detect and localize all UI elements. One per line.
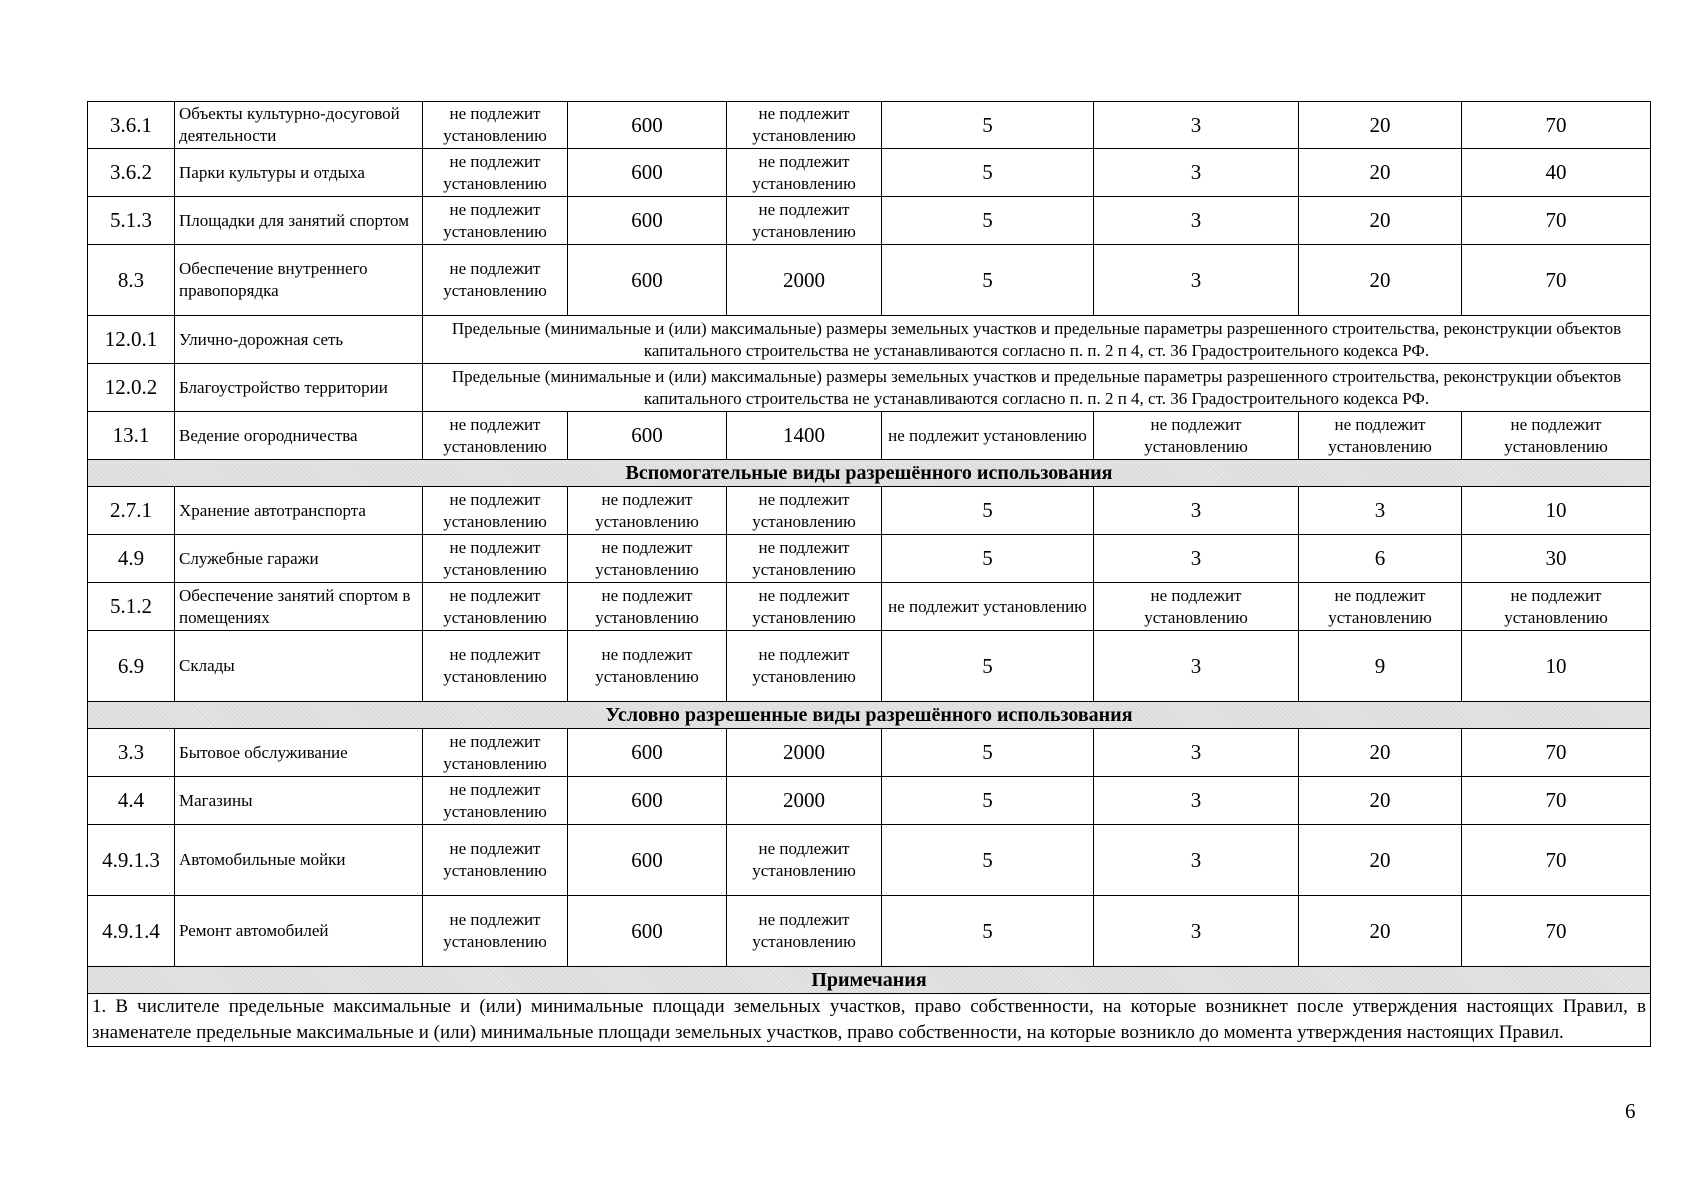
use-code: 3.6.2: [88, 149, 175, 197]
table-row: [88, 245, 1651, 316]
cell-value: 3: [1094, 102, 1299, 149]
use-code: 5.1.3: [88, 197, 175, 245]
cell-value: не подлежит установлению: [1462, 583, 1651, 631]
cell-value: не подлежит установлению: [727, 631, 882, 702]
cell-value: 20: [1299, 102, 1462, 149]
table-row: [88, 412, 1651, 460]
cell-value: не подлежит установлению: [568, 631, 727, 702]
use-code: 3.3: [88, 729, 175, 777]
cell-value: 10: [1462, 631, 1651, 702]
cell-value: не подлежит установлению: [423, 487, 568, 535]
cell-value: 2000: [727, 777, 882, 825]
cell-value: не подлежит установлению: [727, 149, 882, 197]
cell-value: не подлежит установлению: [727, 197, 882, 245]
cell-value: 5: [882, 197, 1094, 245]
primary-rows: [88, 102, 1651, 460]
land-use-table: [87, 101, 1651, 1047]
cell-value: 3: [1094, 896, 1299, 967]
cell-value: 70: [1462, 825, 1651, 896]
auxiliary-rows: [88, 460, 1651, 702]
cell-value: 70: [1462, 245, 1651, 316]
section-title: Вспомогательные виды разрешённого использования: [88, 460, 1651, 487]
cell-value: 3: [1299, 487, 1462, 535]
use-code: 3.6.1: [88, 102, 175, 149]
cell-value: не подлежит установлению: [423, 149, 568, 197]
cell-value: не подлежит установлению: [568, 583, 727, 631]
cell-value: 5: [882, 149, 1094, 197]
cell-value: 600: [568, 149, 727, 197]
cell-value: 5: [882, 825, 1094, 896]
cell-value: не подлежит установлению: [727, 583, 882, 631]
use-name: Парки культуры и отдыха: [175, 149, 423, 197]
cell-value: 70: [1462, 896, 1651, 967]
table-row: [88, 364, 1651, 412]
cell-value: 600: [568, 245, 727, 316]
cell-value: 3: [1094, 631, 1299, 702]
table-row: [88, 777, 1651, 825]
use-name: Автомобильные мойки: [175, 825, 423, 896]
cell-value: 20: [1299, 729, 1462, 777]
use-code: 13.1: [88, 412, 175, 460]
use-name: Служебные гаражи: [175, 535, 423, 583]
section-title: Примечания: [88, 967, 1651, 994]
cell-value: 5: [882, 102, 1094, 149]
cell-value: не подлежит установлению: [1094, 583, 1299, 631]
cell-value: 5: [882, 777, 1094, 825]
cell-value: 70: [1462, 197, 1651, 245]
cell-value: не подлежит установлению: [423, 102, 568, 149]
cell-value: не подлежит установлению: [727, 535, 882, 583]
cell-value: 600: [568, 777, 727, 825]
cell-value: 30: [1462, 535, 1651, 583]
cell-value: 3: [1094, 245, 1299, 316]
cell-value: 5: [882, 487, 1094, 535]
cell-value: 600: [568, 102, 727, 149]
cell-value: не подлежит установлению: [882, 583, 1094, 631]
cell-value: 9: [1299, 631, 1462, 702]
cell-value: не подлежит установлению: [727, 825, 882, 896]
cell-value: не подлежит установлению: [423, 729, 568, 777]
cell-value: не подлежит установлению: [568, 487, 727, 535]
use-name: Объекты культурно-досуговой деятельности: [175, 102, 423, 149]
cell-value: 5: [882, 896, 1094, 967]
cell-value: не подлежит установлению: [727, 102, 882, 149]
notes-row: [88, 994, 1651, 1047]
use-name: Обеспечение занятий спортом в помещениях: [175, 583, 423, 631]
not-established-note: Предельные (минимальные и (или) максимальные) размеры земельных участков и предельные параметры разрешенного строительства, реконструкции объектов капитального строительства не устанавливаются согласно п. п. 2 п 4, ст. 36 Градостроительного кодекса РФ.: [423, 316, 1651, 364]
cell-value: 600: [568, 412, 727, 460]
table-row: [88, 102, 1651, 149]
cell-value: не подлежит установлению: [882, 412, 1094, 460]
use-code: 6.9: [88, 631, 175, 702]
cell-value: 600: [568, 197, 727, 245]
cell-value: не подлежит установлению: [423, 583, 568, 631]
cell-value: не подлежит установлению: [423, 631, 568, 702]
cell-value: 3: [1094, 729, 1299, 777]
cell-value: 3: [1094, 149, 1299, 197]
cell-value: 5: [882, 729, 1094, 777]
use-name: Склады: [175, 631, 423, 702]
cell-value: 1400: [727, 412, 882, 460]
cell-value: 3: [1094, 535, 1299, 583]
table-row: [88, 487, 1651, 535]
cell-value: 5: [882, 245, 1094, 316]
cell-value: 600: [568, 825, 727, 896]
cell-value: не подлежит установлению: [1462, 412, 1651, 460]
not-established-note: Предельные (минимальные и (или) максимальные) размеры земельных участков и предельные параметры разрешенного строительства, реконструкции объектов капитального строительства не устанавливаются согласно п. п. 2 п 4, ст. 36 Градостроительного кодекса РФ.: [423, 364, 1651, 412]
cell-value: 20: [1299, 896, 1462, 967]
table-row: [88, 729, 1651, 777]
cell-value: не подлежит установлению: [423, 825, 568, 896]
conditional-rows: [88, 702, 1651, 967]
cell-value: не подлежит установлению: [423, 245, 568, 316]
cell-value: не подлежит установлению: [1299, 412, 1462, 460]
cell-value: 20: [1299, 825, 1462, 896]
section-header-auxiliary: [88, 460, 1651, 487]
use-name: Ведение огородничества: [175, 412, 423, 460]
use-code: 2.7.1: [88, 487, 175, 535]
use-code: 4.9: [88, 535, 175, 583]
cell-value: 2000: [727, 729, 882, 777]
cell-value: 600: [568, 896, 727, 967]
section-header-notes: [88, 967, 1651, 994]
cell-value: 70: [1462, 102, 1651, 149]
cell-value: 20: [1299, 245, 1462, 316]
use-name: Хранение автотранспорта: [175, 487, 423, 535]
cell-value: не подлежит установлению: [423, 777, 568, 825]
cell-value: 3: [1094, 197, 1299, 245]
table-row: [88, 535, 1651, 583]
cell-value: 20: [1299, 149, 1462, 197]
table-row: [88, 583, 1651, 631]
cell-value: 6: [1299, 535, 1462, 583]
use-code: 12.0.2: [88, 364, 175, 412]
table-row: [88, 825, 1651, 896]
cell-value: 5: [882, 631, 1094, 702]
use-name: Магазины: [175, 777, 423, 825]
cell-value: не подлежит установлению: [1094, 412, 1299, 460]
use-code: 12.0.1: [88, 316, 175, 364]
use-name: Улично-дорожная сеть: [175, 316, 423, 364]
use-name: Ремонт автомобилей: [175, 896, 423, 967]
cell-value: 2000: [727, 245, 882, 316]
use-code: 8.3: [88, 245, 175, 316]
table-row: [88, 316, 1651, 364]
cell-value: не подлежит установлению: [727, 896, 882, 967]
cell-value: 20: [1299, 777, 1462, 825]
use-name: Благоустройство территории: [175, 364, 423, 412]
cell-value: 3: [1094, 777, 1299, 825]
table-row: [88, 631, 1651, 702]
table-row: [88, 149, 1651, 197]
cell-value: не подлежит установлению: [423, 896, 568, 967]
use-name: Бытовое обслуживание: [175, 729, 423, 777]
cell-value: 70: [1462, 777, 1651, 825]
cell-value: 5: [882, 535, 1094, 583]
use-name: Обеспечение внутреннего правопорядка: [175, 245, 423, 316]
cell-value: не подлежит установлению: [423, 535, 568, 583]
use-code: 4.9.1.4: [88, 896, 175, 967]
table-row: [88, 197, 1651, 245]
table-row: [88, 896, 1651, 967]
use-code: 4.4: [88, 777, 175, 825]
section-title: Условно разрешенные виды разрешённого использования: [88, 702, 1651, 729]
section-header-conditional: [88, 702, 1651, 729]
cell-value: не подлежит установлению: [568, 535, 727, 583]
cell-value: не подлежит установлению: [423, 197, 568, 245]
cell-value: 3: [1094, 825, 1299, 896]
cell-value: 10: [1462, 487, 1651, 535]
cell-value: 3: [1094, 487, 1299, 535]
cell-value: 40: [1462, 149, 1651, 197]
use-code: 4.9.1.3: [88, 825, 175, 896]
cell-value: не подлежит установлению: [423, 412, 568, 460]
cell-value: 20: [1299, 197, 1462, 245]
page-number: 6: [1625, 1099, 1636, 1123]
cell-value: 600: [568, 729, 727, 777]
notes-text: 1. В числителе предельные максимальные и (или) минимальные площади земельных участков, право собственности, на которые возникнет после утверждения настоящих Правил, в знаменателе предельные максимальные и (или) минимальные площади земельных участков, право собственности, на которые возникло до момента утверждения настоящих Правил.: [88, 994, 1651, 1047]
cell-value: не подлежит установлению: [1299, 583, 1462, 631]
notes-section: [88, 967, 1651, 1047]
use-code: 5.1.2: [88, 583, 175, 631]
cell-value: не подлежит установлению: [727, 487, 882, 535]
cell-value: 70: [1462, 729, 1651, 777]
use-name: Площадки для занятий спортом: [175, 197, 423, 245]
